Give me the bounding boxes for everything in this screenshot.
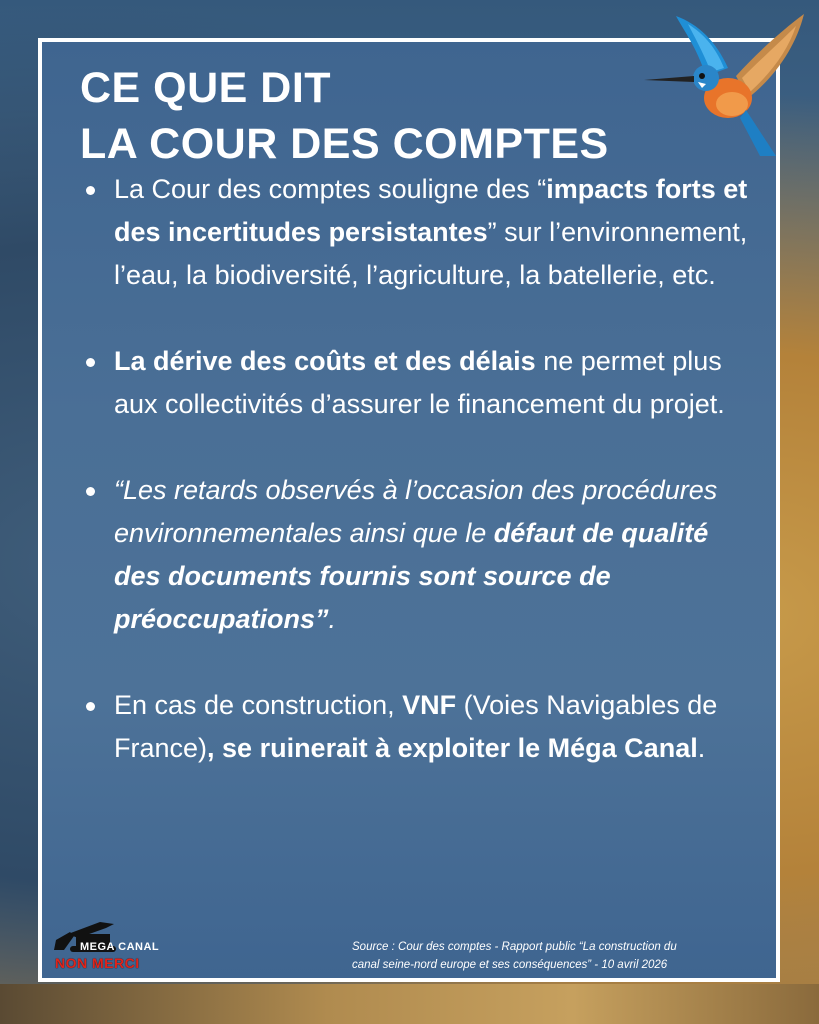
source-line-1: Source : Cour des comptes - Rapport public “La construction du [352, 941, 677, 953]
logo-text-bottom: NON MERCI [55, 955, 140, 971]
list-item: En cas de construction, VNF (Voies Navigables de France), se ruinerait à exploiter le Méga Canal. [82, 684, 762, 770]
kingfisher-illustration [636, 6, 810, 166]
source-caption [352, 938, 772, 974]
title-line-1: CE QUE DIT [80, 64, 332, 112]
bullet-list [82, 168, 762, 770]
list-item: La Cour des comptes souligne des “impacts forts et des incertitudes persistantes” sur l’environnement, l’eau, la biodiversité, l’agriculture, la batellerie, etc. [82, 168, 762, 297]
list-item: “Les retards observés à l’occasion des procédures environnementales ainsi que le défaut de qualité des documents fournis sont source de préoccupations”. [82, 469, 762, 641]
page-title [80, 60, 609, 172]
source-line-2: canal seine-nord europe et ses conséquences” - 10 avril 2026 [352, 959, 668, 971]
background-strip [0, 984, 819, 1024]
title-line-2: LA COUR DES COMPTES [80, 120, 609, 168]
list-item: La dérive des coûts et des délais ne permet plus aux collectivités d’assurer le financement du projet. [82, 340, 762, 426]
logo-text-top: MEGA CANAL [80, 941, 160, 953]
